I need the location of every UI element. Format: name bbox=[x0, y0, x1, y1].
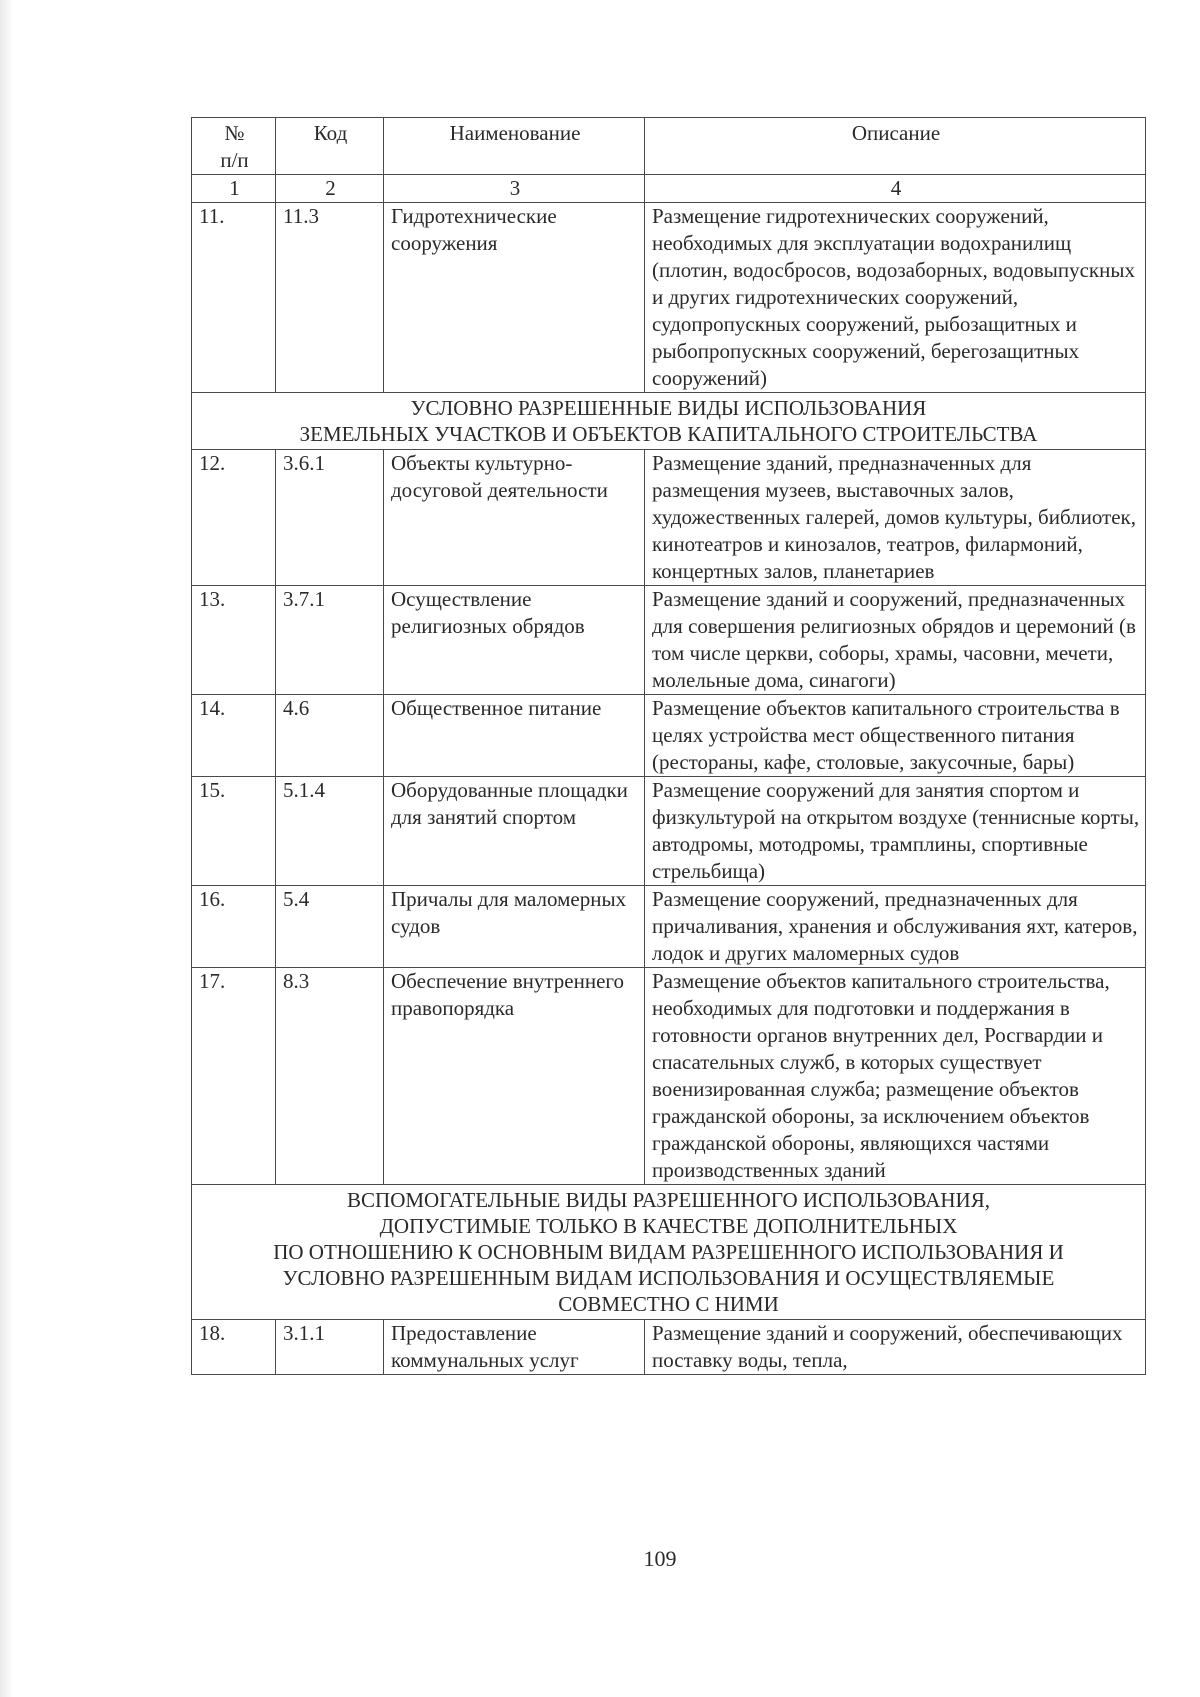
row-name: Общественное питание bbox=[384, 695, 645, 777]
row-number: 17. bbox=[192, 968, 276, 1185]
section-heading-line: УСЛОВНО РАЗРЕШЕННЫМ ВИДАМ ИСПОЛЬЗОВАНИЯ И ОСУЩЕСТВЛЯЕМЫЕ bbox=[282, 1266, 1055, 1290]
table-row bbox=[192, 450, 1146, 586]
row-name: Предоставление коммунальных услуг bbox=[384, 1320, 645, 1375]
row-name: Гидротехнические сооружения bbox=[384, 203, 645, 393]
column-number: 3 bbox=[384, 175, 645, 203]
row-number: 16. bbox=[192, 886, 276, 968]
row-code: 3.7.1 bbox=[276, 586, 384, 695]
row-number: 14. bbox=[192, 695, 276, 777]
row-code: 11.3 bbox=[276, 203, 384, 393]
row-number: 13. bbox=[192, 586, 276, 695]
section-heading-line: УСЛОВНО РАЗРЕШЕННЫЕ ВИДЫ ИСПОЛЬЗОВАНИЯ bbox=[410, 396, 927, 420]
table-row bbox=[192, 695, 1146, 777]
table-row bbox=[192, 968, 1146, 1185]
table-row bbox=[192, 586, 1146, 695]
header-description: Описание bbox=[645, 118, 1146, 175]
row-code: 8.3 bbox=[276, 968, 384, 1185]
row-description: Размещение зданий и сооружений, обеспечивающих поставку воды, тепла, bbox=[645, 1320, 1146, 1375]
row-code: 5.1.4 bbox=[276, 777, 384, 886]
table-row bbox=[192, 203, 1146, 393]
row-name: Объекты культурно-досуговой деятельности bbox=[384, 450, 645, 586]
table-row bbox=[192, 886, 1146, 968]
page-number: 109 bbox=[643, 1546, 677, 1571]
column-number: 4 bbox=[645, 175, 1146, 203]
header-name: Наименование bbox=[384, 118, 645, 175]
row-code: 3.1.1 bbox=[276, 1320, 384, 1375]
column-number: 1 bbox=[192, 175, 276, 203]
row-code: 4.6 bbox=[276, 695, 384, 777]
header-number-line2: п/п bbox=[220, 148, 249, 172]
row-number: 11. bbox=[192, 203, 276, 393]
row-description: Размещение сооружений, предназначенных для причаливания, хранения и обслуживания яхт, катеров, лодок и других маломерных судов bbox=[645, 886, 1146, 968]
row-number: 12. bbox=[192, 450, 276, 586]
row-code: 3.6.1 bbox=[276, 450, 384, 586]
section-heading bbox=[192, 393, 1146, 450]
row-name: Оборудованные площадки для занятий спортом bbox=[384, 777, 645, 886]
table-body bbox=[192, 203, 1146, 1375]
row-number: 18. bbox=[192, 1320, 276, 1375]
table-row bbox=[192, 1320, 1146, 1375]
column-number-row bbox=[192, 175, 1146, 203]
row-description: Размещение гидротехнических сооружений, необходимых для эксплуатации водохранилищ (плотин, водосбросов, водозаборных, водовыпускных и других гидротехнических сооружений, судопропускных сооружений, рыбозащитных и рыбопропускных сооружений, берегозащитных сооружений) bbox=[645, 203, 1146, 393]
row-name: Осуществление религиозных обрядов bbox=[384, 586, 645, 695]
row-description: Размещение зданий, предназначенных для размещения музеев, выставочных залов, художественных галерей, домов культуры, библиотек, кинотеатров и кинозалов, театров, филармоний, концертных залов, планетариев bbox=[645, 450, 1146, 586]
section-heading-line: ПО ОТНОШЕНИЮ К ОСНОВНЫМ ВИДАМ РАЗРЕШЕННОГО ИСПОЛЬЗОВАНИЯ И bbox=[273, 1240, 1064, 1264]
row-description: Размещение зданий и сооружений, предназначенных для совершения религиозных обрядов и церемоний (в том числе церкви, соборы, храмы, часовни, мечети, молельные дома, синагоги) bbox=[645, 586, 1146, 695]
row-description: Размещение объектов капитального строительства, необходимых для подготовки и поддержания в готовности органов внутренних дел, Росгвардии и спасательных служб, в которых существует военизированная служба; размещение объектов гражданской обороны, за исключением объектов гражданской обороны, являющихся частями производственных зданий bbox=[645, 968, 1146, 1185]
table-row bbox=[192, 777, 1146, 886]
row-description: Размещение объектов капитального строительства в целях устройства мест общественного питания (рестораны, кафе, столовые, закусочные, бары) bbox=[645, 695, 1146, 777]
table-header-row bbox=[192, 118, 1146, 175]
land-use-table bbox=[191, 117, 1146, 1375]
scan-edge bbox=[0, 0, 14, 1697]
row-number: 15. bbox=[192, 777, 276, 886]
column-number: 2 bbox=[276, 175, 384, 203]
header-number-line1: № bbox=[224, 121, 245, 145]
row-name: Обеспечение внутреннего правопорядка bbox=[384, 968, 645, 1185]
section-heading-row bbox=[192, 393, 1146, 450]
row-code: 5.4 bbox=[276, 886, 384, 968]
section-heading bbox=[192, 1185, 1146, 1320]
section-heading-line: СОВМЕСТНО С НИМИ bbox=[558, 1292, 779, 1316]
header-number bbox=[192, 118, 276, 175]
section-heading-row bbox=[192, 1185, 1146, 1320]
section-heading-line: ВСПОМОГАТЕЛЬНЫЕ ВИДЫ РАЗРЕШЕННОГО ИСПОЛЬЗОВАНИЯ, bbox=[347, 1188, 990, 1212]
section-heading-line: ЗЕМЕЛЬНЫХ УЧАСТКОВ И ОБЪЕКТОВ КАПИТАЛЬНОГО СТРОИТЕЛЬСТВА bbox=[299, 422, 1038, 446]
row-name: Причалы для маломерных судов bbox=[384, 886, 645, 968]
section-heading-line: ДОПУСТИМЫЕ ТОЛЬКО В КАЧЕСТВЕ ДОПОЛНИТЕЛЬНЫХ bbox=[379, 1214, 958, 1238]
header-code: Код bbox=[276, 118, 384, 175]
row-description: Размещение сооружений для занятия спортом и физкультурой на открытом воздухе (теннисные корты, автодромы, мотодромы, трамплины, спортивные стрельбища) bbox=[645, 777, 1146, 886]
